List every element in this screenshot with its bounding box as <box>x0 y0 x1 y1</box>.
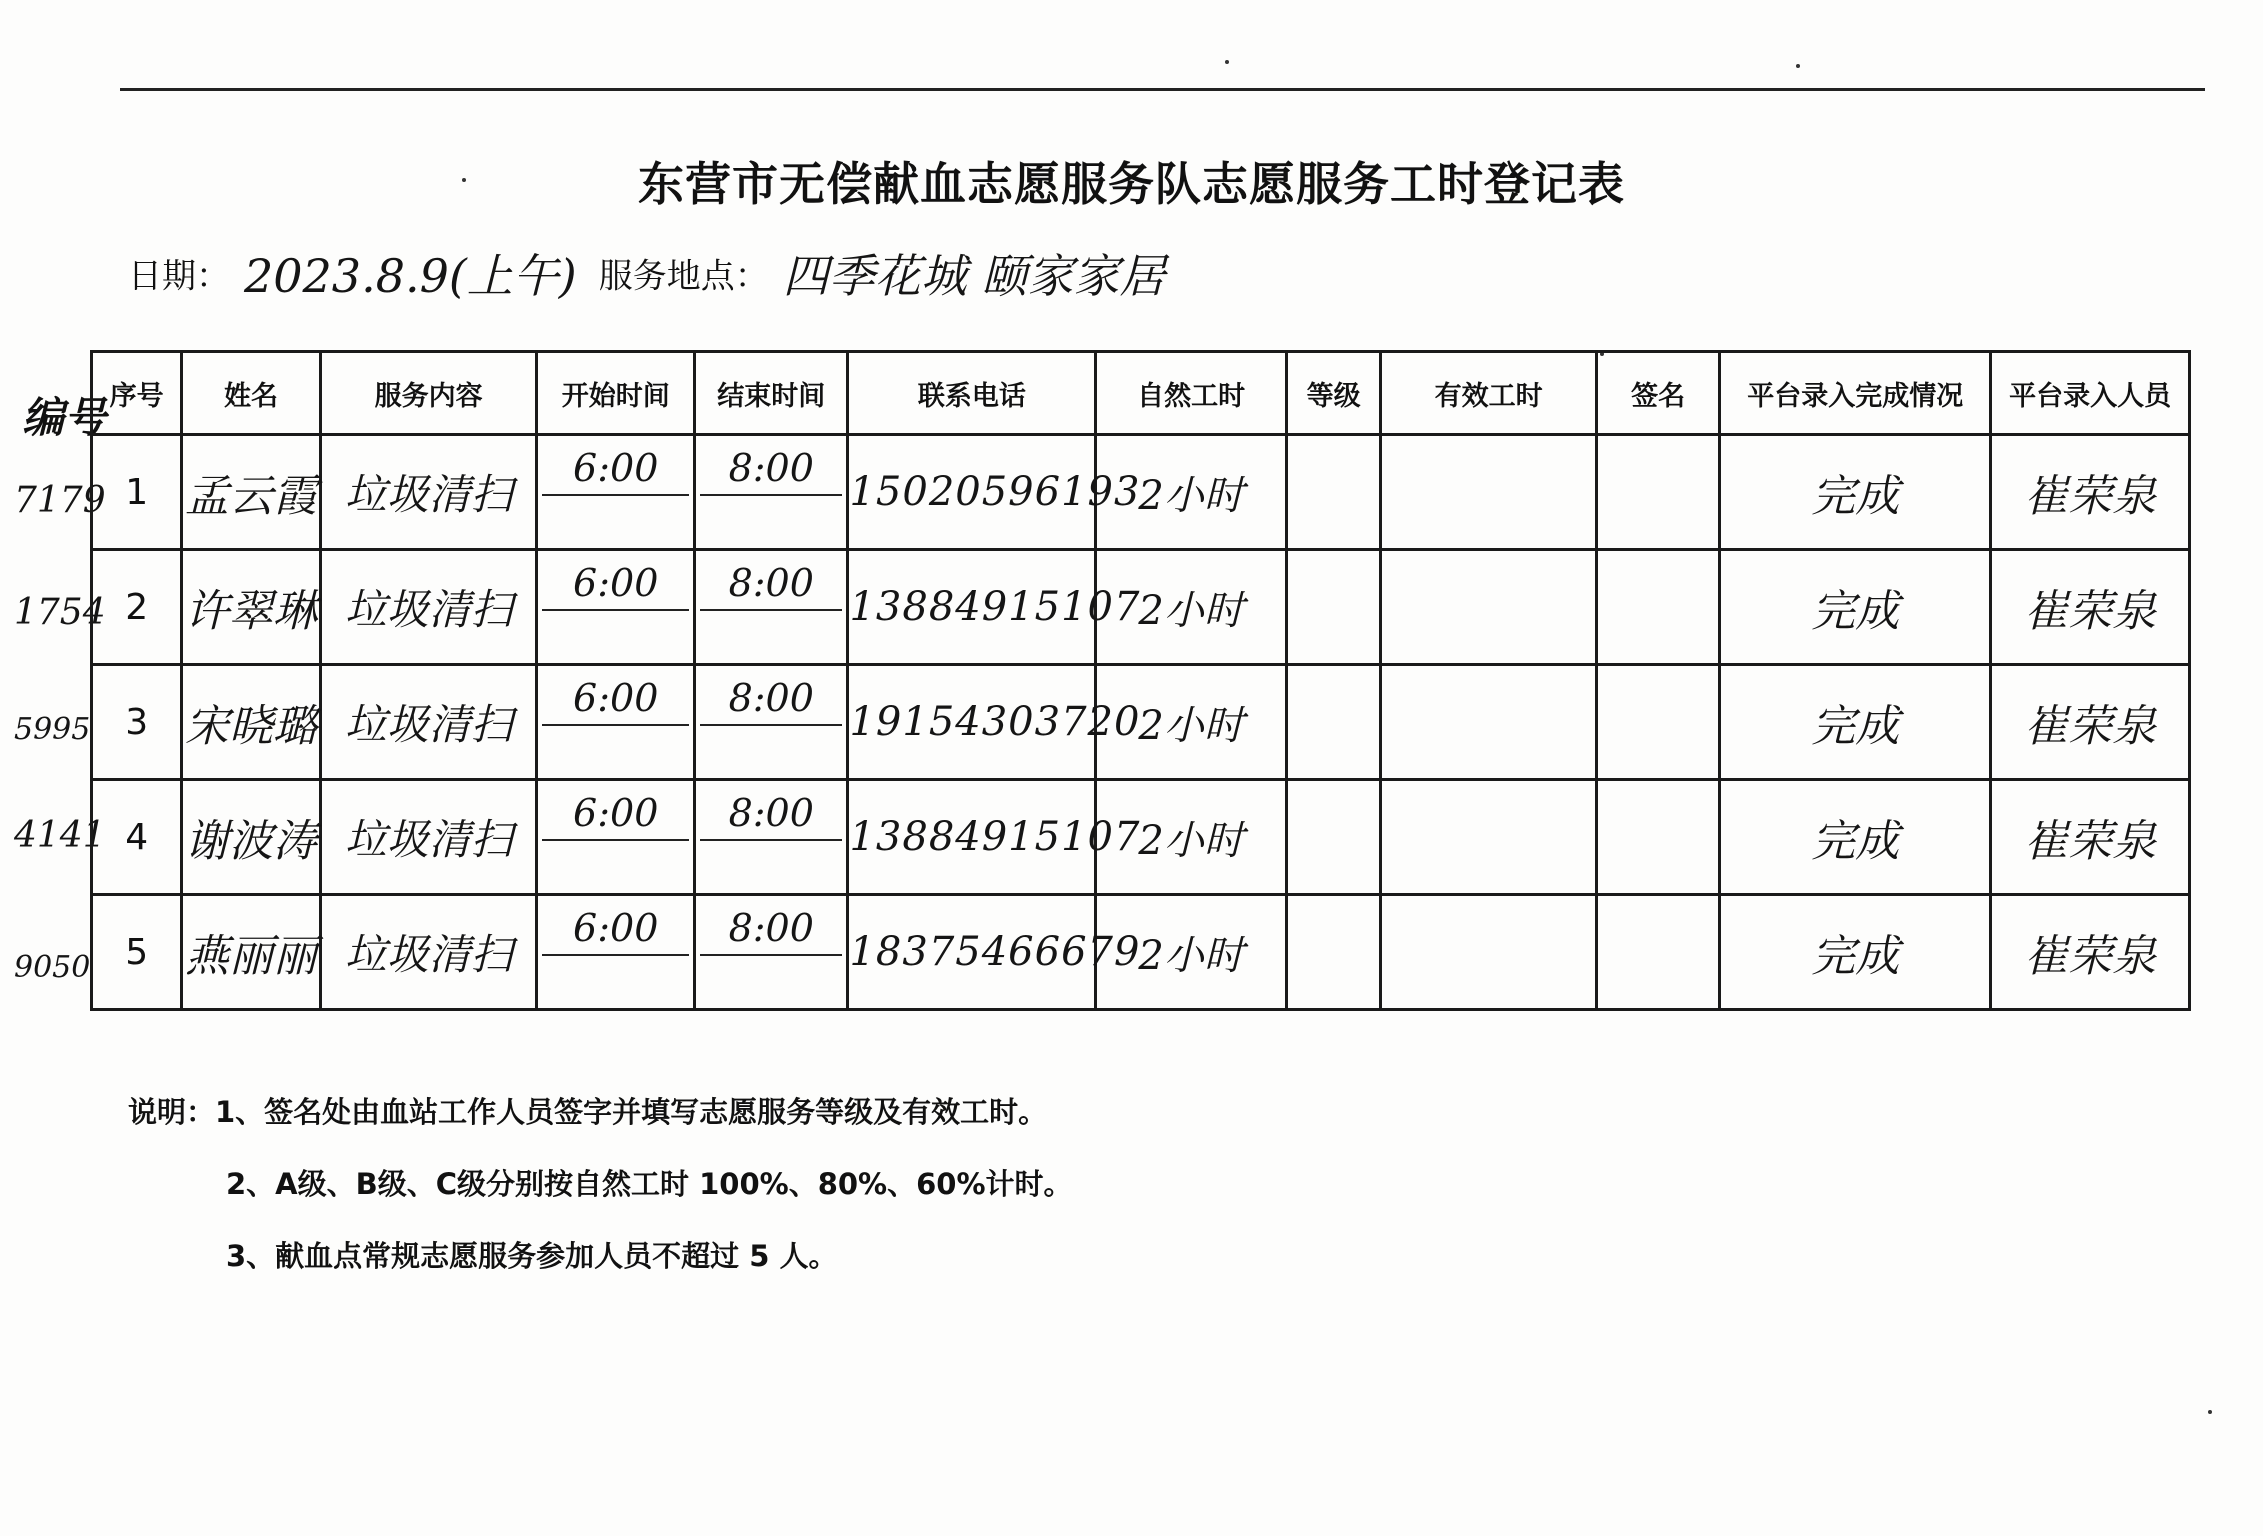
cell-divider-line <box>700 724 843 726</box>
table-row <box>92 895 2190 1010</box>
cell-signature <box>1596 550 1719 665</box>
margin-number: 9050 <box>14 950 91 985</box>
cell-end-time <box>694 895 848 1010</box>
header-signature: 签名 <box>1596 352 1719 435</box>
cell-start-time <box>537 780 695 895</box>
table-row <box>92 550 2190 665</box>
header-phone: 联系电话 <box>848 352 1096 435</box>
header-effective-hours: 有效工时 <box>1381 352 1597 435</box>
cell-entry-status: 完成 <box>1720 665 1991 780</box>
cell-divider-line <box>700 954 843 956</box>
cell-divider-line <box>542 839 689 841</box>
cell-end-time <box>694 665 848 780</box>
cell-phone: 13884915107 <box>848 780 1096 895</box>
top-rule-line <box>120 88 2205 91</box>
cell-entry-status: 完成 <box>1720 550 1991 665</box>
cell-end-time <box>694 550 848 665</box>
cell-signature <box>1596 780 1719 895</box>
start-time-value: 6:00 <box>573 906 659 950</box>
cell-entry-person: 崔荣泉 <box>1991 435 2190 550</box>
cell-signature <box>1596 665 1719 780</box>
header-entry-person: 平台录入人员 <box>1991 352 2190 435</box>
table-header-row <box>92 352 2190 435</box>
note-line-1: 说明：1、签名处由血站工作人员签字并填写志愿服务等级及有效工时。 <box>128 1095 1048 1129</box>
cell-entry-person: 崔荣泉 <box>1991 550 2190 665</box>
cell-start-time <box>537 550 695 665</box>
cell-end-time <box>694 780 848 895</box>
table-row <box>92 435 2190 550</box>
location-value: 四季花城 颐家家居 <box>782 249 1166 303</box>
cell-content: 垃圾清扫 <box>320 895 537 1010</box>
location-label: 服务地点： <box>598 256 769 297</box>
header-seq: 序号 <box>92 352 182 435</box>
cell-name: 谢波涛 <box>182 780 320 895</box>
cell-natural-hours: 2小时 <box>1096 780 1287 895</box>
cell-divider-line <box>542 609 689 611</box>
table-row <box>92 665 2190 780</box>
cell-effective-hours <box>1381 665 1597 780</box>
cell-effective-hours <box>1381 435 1597 550</box>
cell-seq: 1 <box>92 435 182 550</box>
cell-phone: 19154303720 <box>848 665 1096 780</box>
margin-number: 4141 <box>14 815 106 856</box>
cell-entry-status: 完成 <box>1720 780 1991 895</box>
cell-natural-hours: 2小时 <box>1096 665 1287 780</box>
cell-name: 孟云霞 <box>182 435 320 550</box>
cell-phone: 13884915107 <box>848 550 1096 665</box>
cell-entry-person: 崔荣泉 <box>1991 665 2190 780</box>
cell-grade <box>1286 435 1380 550</box>
cell-divider-line <box>542 494 689 496</box>
date-value: 2023.8.9(上午) <box>244 249 577 303</box>
cell-end-time <box>694 435 848 550</box>
cell-entry-status: 完成 <box>1720 435 1991 550</box>
cell-content: 垃圾清扫 <box>320 665 537 780</box>
header-start-time: 开始时间 <box>537 352 695 435</box>
cell-grade <box>1286 665 1380 780</box>
start-time-value: 6:00 <box>573 676 659 720</box>
cell-divider-line <box>700 609 843 611</box>
header-content: 服务内容 <box>320 352 537 435</box>
cell-grade <box>1286 780 1380 895</box>
cell-effective-hours <box>1381 895 1597 1010</box>
cell-seq: 2 <box>92 550 182 665</box>
header-natural-hours: 自然工时 <box>1096 352 1287 435</box>
date-label: 日期： <box>128 256 230 297</box>
cell-signature <box>1596 895 1719 1010</box>
cell-start-time <box>537 665 695 780</box>
header-grade: 等级 <box>1286 352 1380 435</box>
cell-phone: 18375466679 <box>848 895 1096 1010</box>
cell-entry-person: 崔荣泉 <box>1991 780 2190 895</box>
cell-content: 垃圾清扫 <box>320 550 537 665</box>
table-row <box>92 780 2190 895</box>
cell-start-time <box>537 435 695 550</box>
cell-phone: 15020596193 <box>848 435 1096 550</box>
header-end-time: 结束时间 <box>694 352 848 435</box>
scan-speck <box>1796 64 1800 68</box>
cell-divider-line <box>542 954 689 956</box>
cell-content: 垃圾清扫 <box>320 435 537 550</box>
registration-table <box>90 350 2191 1011</box>
cell-natural-hours: 2小时 <box>1096 895 1287 1010</box>
cell-effective-hours <box>1381 780 1597 895</box>
margin-number: 1754 <box>14 592 106 633</box>
cell-grade <box>1286 895 1380 1010</box>
margin-number-label: 编号 <box>22 393 107 442</box>
end-time-value: 8:00 <box>728 446 814 490</box>
cell-natural-hours: 2小时 <box>1096 435 1287 550</box>
note-line-3: 3、献血点常规志愿服务参加人员不超过 5 人。 <box>226 1239 838 1273</box>
cell-effective-hours <box>1381 550 1597 665</box>
end-time-value: 8:00 <box>728 791 814 835</box>
header-entry-status: 平台录入完成情况 <box>1720 352 1991 435</box>
cell-divider-line <box>700 494 843 496</box>
cell-natural-hours: 2小时 <box>1096 550 1287 665</box>
cell-seq: 4 <box>92 780 182 895</box>
cell-grade <box>1286 550 1380 665</box>
end-time-value: 8:00 <box>728 906 814 950</box>
header-name: 姓名 <box>182 352 320 435</box>
scan-speck <box>1225 60 1229 64</box>
end-time-value: 8:00 <box>728 561 814 605</box>
note-line-2: 2、A级、B级、C级分别按自然工时 100%、80%、60%计时。 <box>226 1167 1073 1201</box>
margin-number: 7179 <box>14 480 106 521</box>
cell-seq: 3 <box>92 665 182 780</box>
cell-name: 宋晓璐 <box>182 665 320 780</box>
cell-entry-status: 完成 <box>1720 895 1991 1010</box>
start-time-value: 6:00 <box>573 791 659 835</box>
cell-signature <box>1596 435 1719 550</box>
cell-content: 垃圾清扫 <box>320 780 537 895</box>
start-time-value: 6:00 <box>573 561 659 605</box>
end-time-value: 8:00 <box>728 676 814 720</box>
cell-seq: 5 <box>92 895 182 1010</box>
margin-number: 5995 <box>14 712 91 747</box>
cell-start-time <box>537 895 695 1010</box>
scan-speck <box>2208 1410 2212 1414</box>
form-title: 东营市无偿献血志愿服务队志愿服务工时登记表 <box>638 157 1625 211</box>
start-time-value: 6:00 <box>573 446 659 490</box>
cell-entry-person: 崔荣泉 <box>1991 895 2190 1010</box>
cell-divider-line <box>542 724 689 726</box>
cell-name: 许翠琳 <box>182 550 320 665</box>
cell-name: 燕丽丽 <box>182 895 320 1010</box>
form-meta-row <box>128 240 1187 303</box>
cell-divider-line <box>700 839 843 841</box>
